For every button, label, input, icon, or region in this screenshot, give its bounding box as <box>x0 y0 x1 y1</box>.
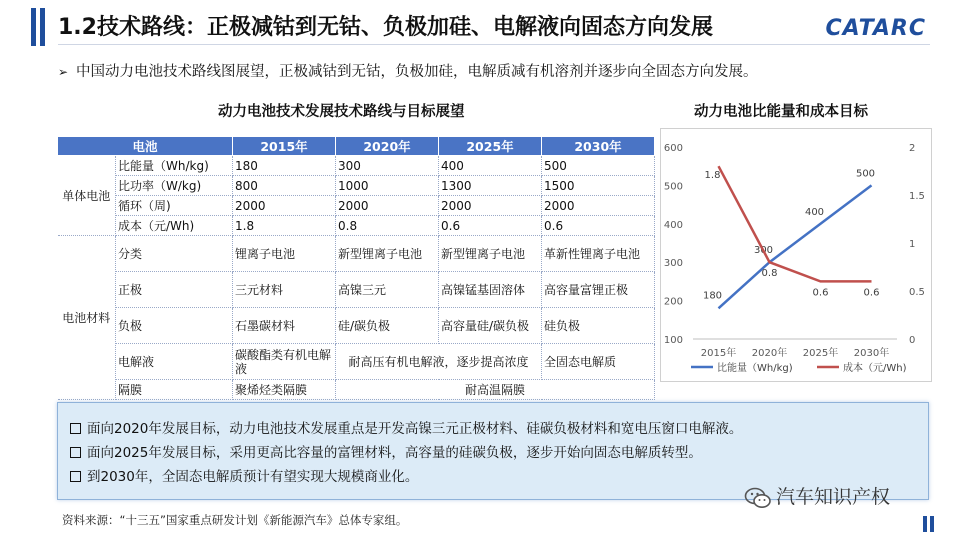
table-cell: 2000 <box>439 196 542 216</box>
table-row <box>58 156 655 176</box>
y-right-tick-label: 0 <box>909 335 916 346</box>
y-right-tick-label: 2 <box>909 143 916 154</box>
chart-svg <box>661 129 931 381</box>
y-left-tick-label: 500 <box>663 181 683 193</box>
table-header: 2015年 <box>233 137 336 156</box>
row-label: 负极 <box>116 308 233 344</box>
page-title: 1.2技术路线：正极减钴到无钴、负极加硅、电解液向固态方向发展 <box>58 15 713 40</box>
checkbox-square-icon <box>70 423 81 434</box>
table-cell: 全固态电解质 <box>542 344 655 380</box>
row-label: 分类 <box>116 236 233 272</box>
row-label: 比功率（W/kg) <box>116 176 233 196</box>
y-left-tick-label: 300 <box>663 258 683 270</box>
x-tick-label: 2020年 <box>751 348 788 359</box>
table-cell: 0.6 <box>439 216 542 236</box>
table-cell: 1000 <box>336 176 439 196</box>
y-left-tick-label: 400 <box>663 219 683 231</box>
table-cell: 800 <box>233 176 336 196</box>
table-title: 动力电池技术发展技术路线与目标展望 <box>218 104 465 120</box>
data-label: 400 <box>804 206 825 218</box>
legend-label: 比能量（Wh/kg) <box>717 363 793 374</box>
summary-bullet <box>58 60 758 81</box>
data-label: 0.6 <box>863 287 880 299</box>
wechat-watermark <box>744 482 890 509</box>
group-cell-label: 单体电池 <box>58 156 116 236</box>
table-cell: 180 <box>233 156 336 176</box>
goal-text: 面向2025年发展目标，采用更高比容量的富锂材料，高容量的硅碳负极，逐步开始向固态电解质转型。 <box>87 445 702 461</box>
table-cell: 锂离子电池 <box>233 236 336 272</box>
arrow-bullet-icon: ➢ <box>58 65 69 79</box>
goal-item <box>70 465 418 485</box>
table-cell: 0.8 <box>336 216 439 236</box>
table-cell: 高容量富锂正极 <box>542 272 655 308</box>
table-cell: 高镍锰基固溶体 <box>439 272 542 308</box>
table-cell: 高镍三元 <box>336 272 439 308</box>
table-cell: 聚烯烃类隔膜 <box>233 380 336 400</box>
table-cell: 碳酸酯类有机电解液 <box>233 344 336 380</box>
x-tick-label: 2030年 <box>853 348 890 359</box>
table-cell: 2000 <box>233 196 336 216</box>
table-row <box>58 272 655 308</box>
table-row <box>58 196 655 216</box>
table-cell: 2000 <box>542 196 655 216</box>
row-label: 隔膜 <box>116 380 233 400</box>
series-line <box>719 166 872 281</box>
tech-roadmap-table <box>57 136 655 400</box>
table-row <box>58 216 655 236</box>
row-label: 循环（周) <box>116 196 233 216</box>
x-tick-label: 2025年 <box>802 348 839 359</box>
table-cell: 0.6 <box>542 216 655 236</box>
group-material-label: 电池材料 <box>58 236 116 400</box>
x-tick-label: 2015年 <box>700 348 737 359</box>
data-label: 300 <box>753 245 774 257</box>
table-header: 2025年 <box>439 137 542 156</box>
table-cell: 1.8 <box>233 216 336 236</box>
table-row <box>58 344 655 380</box>
table-cell: 革新性锂离子电池 <box>542 236 655 272</box>
series-line <box>719 185 872 308</box>
table-cell: 2000 <box>336 196 439 216</box>
watermark-text: 汽车知识产权 <box>776 486 891 508</box>
y-right-tick-label: 1 <box>909 239 916 250</box>
source-note: 资料来源：“十三五”国家重点研发计划《新能源汽车》总体专家组。 <box>62 513 408 527</box>
table-cell: 耐高温隔膜 <box>336 380 655 400</box>
row-label: 成本（元/Wh) <box>116 216 233 236</box>
table-cell: 新型锂离子电池 <box>439 236 542 272</box>
table-cell: 硅负极 <box>542 308 655 344</box>
legend-label: 成本（元/Wh) <box>843 363 907 374</box>
goal-item <box>70 441 702 461</box>
row-label: 比能量（Wh/kg) <box>116 156 233 176</box>
data-label: 180 <box>702 290 723 302</box>
y-left-tick-label: 200 <box>663 296 683 308</box>
title-accent-bar-2 <box>40 8 45 46</box>
table-cell: 1300 <box>439 176 542 196</box>
goal-text: 到2030年，全固态电解质预计有望实现大规模商业化。 <box>87 469 419 485</box>
data-label: 0.6 <box>812 287 829 299</box>
summary-text: 中国动力电池技术路线图展望，正极减钴到无钴，负极加硅，电解质减有机溶剂并逐步向全固态方向发展。 <box>76 64 758 80</box>
wechat-icon <box>744 487 772 509</box>
goal-item <box>70 417 742 437</box>
table-cell: 耐高压有机电解液，逐步提高浓度 <box>336 344 542 380</box>
table-cell: 500 <box>542 156 655 176</box>
table-row <box>58 176 655 196</box>
table-cell: 石墨碳材料 <box>233 308 336 344</box>
table-cell: 1500 <box>542 176 655 196</box>
data-label: 500 <box>855 168 876 180</box>
table-cell: 高容量硅/碳负极 <box>439 308 542 344</box>
energy-cost-chart <box>660 128 932 382</box>
goal-text: 面向2020年发展目标，动力电池技术发展重点是开发高镍三元正极材料、硅碳负极材料和宽电压窗口电解液。 <box>87 421 743 437</box>
table-cell: 300 <box>336 156 439 176</box>
table-header: 2030年 <box>542 137 655 156</box>
table-cell: 新型锂离子电池 <box>336 236 439 272</box>
y-right-tick-label: 1.5 <box>909 191 925 202</box>
data-label: 0.8 <box>761 268 778 280</box>
title-accent-bar <box>31 8 36 46</box>
data-label: 1.8 <box>704 170 721 182</box>
table-header: 电池 <box>58 137 233 156</box>
table-cell: 三元材料 <box>233 272 336 308</box>
table-row <box>58 380 655 400</box>
table-row <box>58 236 655 272</box>
y-left-tick-label: 600 <box>663 143 683 154</box>
y-left-tick-label: 100 <box>663 335 683 346</box>
corner-decoration <box>920 516 934 536</box>
y-right-tick-label: 0.5 <box>909 287 925 298</box>
row-label: 正极 <box>116 272 233 308</box>
table-row <box>58 308 655 344</box>
table-cell: 400 <box>439 156 542 176</box>
title-divider <box>58 44 930 45</box>
table-header: 2020年 <box>336 137 439 156</box>
checkbox-square-icon <box>70 471 81 482</box>
chart-title: 动力电池比能量和成本目标 <box>694 104 868 120</box>
table-cell: 硅/碳负极 <box>336 308 439 344</box>
row-label: 电解液 <box>116 344 233 380</box>
catarc-logo: CATARC <box>825 16 926 41</box>
checkbox-square-icon <box>70 447 81 458</box>
